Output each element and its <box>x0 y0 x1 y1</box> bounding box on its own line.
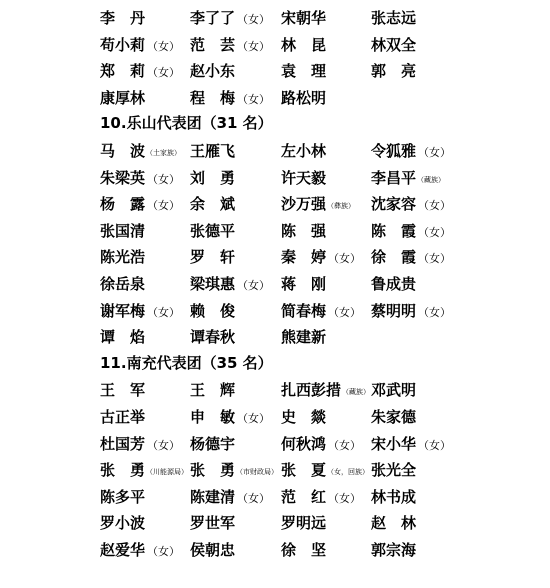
delegate-entry <box>281 456 369 486</box>
delegate-row <box>0 323 550 350</box>
delegate-entry <box>371 536 416 564</box>
delegate-name: 范 红 <box>281 487 327 506</box>
delegate-entry <box>190 509 235 537</box>
delegate-row <box>0 137 550 164</box>
delegate-name: 朱梁英 <box>100 168 146 187</box>
delegate-entry <box>281 137 326 165</box>
delegate-name: 王 辉 <box>190 381 236 400</box>
delegate-note: （女） <box>418 252 452 266</box>
delegate-name: 左小林 <box>281 142 327 160</box>
delegate-note: （女） <box>237 279 271 292</box>
delegate-name: 许天毅 <box>281 168 327 187</box>
delegate-name: 张 夏 <box>281 461 327 480</box>
delegate-entry <box>281 430 361 459</box>
delegate-entry <box>281 297 361 326</box>
delegate-name: 罗 轩 <box>190 248 236 267</box>
delegate-entry <box>190 297 235 325</box>
delegate-note: （藏族） <box>342 388 371 397</box>
delegate-name: 徐岳泉 <box>100 275 146 293</box>
delegate-name: 沙万强 <box>281 195 327 214</box>
delegate-entry <box>100 297 180 326</box>
delegate-entry <box>281 164 326 192</box>
delegate-name: 邓武明 <box>371 381 417 400</box>
delegate-entry <box>281 4 326 32</box>
delegate-note: （女） <box>147 39 181 53</box>
delegate-entry <box>371 483 416 511</box>
delegate-name: 陈建清 <box>190 487 236 506</box>
delegate-entry <box>190 456 278 486</box>
delegate-name: 谭春秋 <box>190 328 236 347</box>
delegate-entry <box>100 323 145 351</box>
delegate-name: 宋朝华 <box>281 9 327 27</box>
delegate-entry <box>190 536 235 564</box>
delegate-entry <box>281 323 326 351</box>
delegate-row <box>0 456 550 483</box>
delegate-entry <box>281 190 355 220</box>
delegate-name: 扎西彭措 <box>281 381 342 400</box>
delegate-entry <box>100 483 145 511</box>
delegate-name: 鲁成贵 <box>371 275 417 293</box>
delegate-entry <box>281 243 361 272</box>
delegate-note: （女） <box>328 252 362 266</box>
delegate-entry <box>190 243 235 271</box>
delegate-entry <box>371 31 416 59</box>
delegate-note: （女） <box>328 491 362 505</box>
delegate-name: 陈光浩 <box>100 248 146 267</box>
delegate-entry <box>371 403 416 431</box>
delegate-row <box>0 57 550 84</box>
delegate-entry <box>100 137 181 167</box>
delegate-entry <box>100 164 180 193</box>
delegate-entry <box>281 84 326 112</box>
delegate-name: 王 军 <box>100 381 146 400</box>
delegate-entry <box>100 84 145 112</box>
delegate-note: （女，回族） <box>327 468 370 477</box>
delegate-entry <box>371 297 451 326</box>
delegate-note: （藏族） <box>417 175 446 184</box>
delegate-note: （女） <box>237 39 271 53</box>
delegate-note: （女） <box>237 92 271 106</box>
delegate-entry <box>281 31 326 59</box>
delegate-name: 史 燚 <box>281 408 327 426</box>
delegate-entry <box>100 509 145 537</box>
delegation-heading: 11.南充代表团（35 名） <box>100 353 273 372</box>
delegate-name: 古正举 <box>100 408 146 426</box>
delegate-name: 林双全 <box>371 35 417 54</box>
delegate-name: 杨德宇 <box>190 434 236 453</box>
delegate-entry <box>190 323 235 351</box>
delegate-entry <box>190 31 270 60</box>
delegate-name: 简春梅 <box>281 301 327 320</box>
delegate-name: 张 勇 <box>190 461 236 480</box>
delegate-entry <box>281 217 326 245</box>
delegate-name: 张 勇 <box>100 461 146 480</box>
delegate-entry <box>371 456 416 484</box>
delegate-entry <box>371 164 445 194</box>
delegate-name: 谭 焰 <box>100 328 146 347</box>
delegate-entry <box>281 57 326 85</box>
delegate-name: 林 昆 <box>281 35 327 54</box>
delegate-entry <box>190 4 270 33</box>
delegate-name: 徐 坚 <box>281 541 327 559</box>
delegate-entry <box>190 376 235 404</box>
delegate-entry <box>281 403 326 431</box>
delegate-row <box>0 403 550 430</box>
delegate-entry <box>190 483 270 512</box>
delegate-row <box>0 243 550 270</box>
delegate-name: 侯朝忠 <box>190 541 236 559</box>
delegate-entry <box>100 456 188 486</box>
delegate-entry <box>100 31 180 60</box>
delegate-name: 张国清 <box>100 221 146 240</box>
delegate-name: 杜国芳 <box>100 434 146 453</box>
delegate-name: 蔡明明 <box>371 301 417 320</box>
delegate-entry <box>190 137 235 165</box>
delegate-entry <box>371 190 451 219</box>
delegate-entry <box>190 403 270 432</box>
delegate-entry <box>371 376 416 404</box>
delegate-entry <box>190 57 235 85</box>
delegate-entry <box>371 430 451 459</box>
delegate-name: 熊建新 <box>281 328 327 347</box>
delegate-entry <box>371 57 416 85</box>
delegate-name: 赵 林 <box>371 514 417 533</box>
delegate-name: 范 芸 <box>190 35 236 54</box>
delegate-name: 路松明 <box>281 88 327 107</box>
delegate-name: 苟小莉 <box>100 35 146 54</box>
delegate-entry <box>190 217 235 245</box>
delegate-name: 徐 霞 <box>371 248 417 267</box>
delegate-entry <box>371 137 451 166</box>
delegate-entry <box>281 509 326 537</box>
delegate-note: （女） <box>147 199 181 213</box>
delegate-name: 梁琪惠 <box>190 275 236 293</box>
delegate-entry <box>100 376 145 404</box>
delegate-note: （女） <box>237 491 271 505</box>
delegate-name: 申 敏 <box>190 408 236 426</box>
delegate-name: 陈多平 <box>100 487 146 506</box>
delegate-name: 张志远 <box>371 9 417 27</box>
delegate-entry <box>100 270 145 298</box>
delegate-note: （土家族） <box>146 149 182 157</box>
delegate-entry <box>371 243 451 272</box>
delegate-note: （女） <box>147 438 181 452</box>
delegate-entry <box>100 190 180 219</box>
delegate-name: 杨 露 <box>100 195 146 214</box>
delegate-name: 李了了 <box>190 9 236 27</box>
delegate-name: 郭宗海 <box>371 541 417 559</box>
delegate-note: （女） <box>147 66 181 80</box>
delegate-row <box>0 4 550 31</box>
delegate-entry <box>281 270 326 298</box>
delegate-name: 谢军梅 <box>100 301 146 320</box>
delegate-name: 林书成 <box>371 487 417 506</box>
delegate-name: 蒋 刚 <box>281 275 327 293</box>
delegate-entry <box>190 270 270 299</box>
delegate-note: （女） <box>328 305 362 319</box>
delegate-row <box>0 536 550 563</box>
delegate-row <box>0 297 550 324</box>
delegate-name: 余 斌 <box>190 195 236 214</box>
delegate-name: 赵小东 <box>190 62 236 81</box>
delegate-entry <box>100 57 180 86</box>
delegate-name: 刘 勇 <box>190 168 236 187</box>
delegate-name: 罗世军 <box>190 514 236 533</box>
delegate-entry <box>281 536 326 564</box>
delegate-note: （女） <box>418 438 452 452</box>
delegate-name: 赵爱华 <box>100 541 146 559</box>
delegate-note: （市财政局） <box>236 468 279 477</box>
delegate-row <box>0 376 550 403</box>
delegate-name: 沈家容 <box>371 195 417 214</box>
delegate-note: （女） <box>237 13 271 26</box>
delegate-note: （女） <box>418 225 452 239</box>
delegate-entry <box>100 217 145 245</box>
delegate-note: （川能源局） <box>146 468 189 477</box>
delegate-name: 李 丹 <box>100 9 146 27</box>
delegate-entry <box>281 376 370 406</box>
delegate-name: 李昌平 <box>371 168 417 187</box>
delegate-entry <box>371 509 416 537</box>
delegate-note: （女） <box>328 438 362 452</box>
delegate-name: 朱家德 <box>371 408 417 426</box>
delegate-name: 郑 莉 <box>100 62 146 81</box>
delegate-row <box>0 31 550 58</box>
delegate-entry <box>100 4 145 32</box>
delegate-row <box>0 217 550 244</box>
delegate-name: 张光全 <box>371 461 417 480</box>
delegate-name: 宋小华 <box>371 434 417 453</box>
delegate-entry <box>100 243 145 271</box>
delegate-row <box>0 84 550 111</box>
delegate-name: 马 波 <box>100 142 146 160</box>
delegate-name: 陈 强 <box>281 221 327 240</box>
delegate-entry <box>100 536 180 565</box>
delegate-entry <box>371 270 416 298</box>
delegate-note: （女） <box>147 172 181 186</box>
delegate-row <box>0 430 550 457</box>
delegate-name: 陈 霞 <box>371 221 417 240</box>
delegate-row <box>0 190 550 217</box>
delegate-entry <box>100 403 145 431</box>
delegate-entry <box>190 430 235 458</box>
delegate-name: 罗明远 <box>281 514 327 533</box>
delegate-entry <box>281 483 361 512</box>
delegate-entry <box>190 164 235 192</box>
delegate-entry <box>100 430 180 459</box>
delegate-name: 赖 俊 <box>190 301 236 320</box>
delegate-name: 王雁飞 <box>190 142 236 160</box>
delegate-row <box>0 483 550 510</box>
delegate-note: （女） <box>237 412 271 425</box>
delegate-name: 何秋鸿 <box>281 434 327 453</box>
delegate-name: 令狐雅 <box>371 142 417 160</box>
delegate-name: 张德平 <box>190 221 236 240</box>
delegate-entry <box>190 190 235 218</box>
delegate-entry <box>371 4 416 32</box>
delegate-row <box>0 509 550 536</box>
delegate-row <box>0 164 550 191</box>
delegate-note: （女） <box>418 199 452 213</box>
delegate-name: 郭 亮 <box>371 62 417 81</box>
delegate-note: （女） <box>418 305 452 319</box>
delegate-entry <box>371 217 451 246</box>
delegate-note: （彝族） <box>327 202 356 211</box>
delegate-name: 程 梅 <box>190 88 236 107</box>
delegate-note: （女） <box>418 146 452 159</box>
delegate-note: （女） <box>147 545 181 558</box>
delegate-name: 袁 理 <box>281 62 327 81</box>
delegate-name: 康厚林 <box>100 88 146 107</box>
delegate-note: （女） <box>147 305 181 319</box>
delegate-name: 罗小波 <box>100 514 146 533</box>
delegation-heading: 10.乐山代表团（31 名） <box>100 114 273 133</box>
delegate-name: 秦 婷 <box>281 248 327 267</box>
delegate-row <box>0 270 550 297</box>
delegate-entry <box>190 84 270 113</box>
